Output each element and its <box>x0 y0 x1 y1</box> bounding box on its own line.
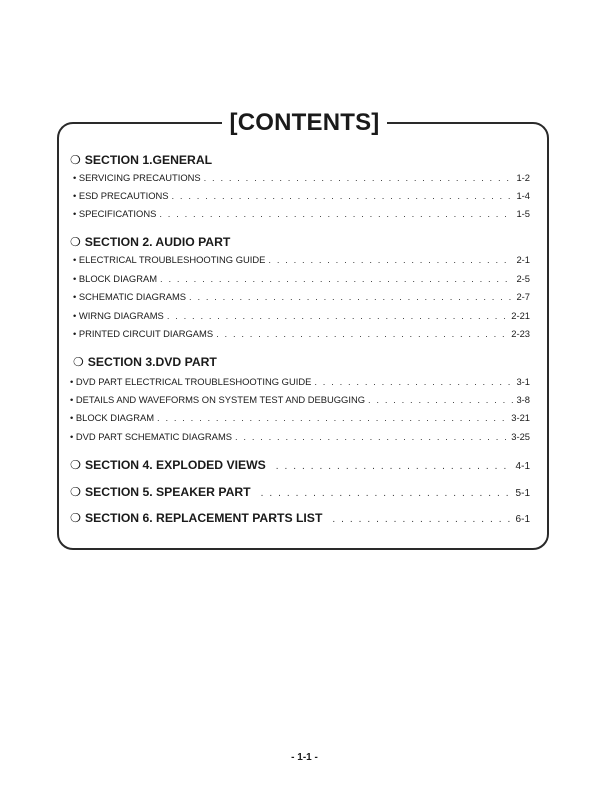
section-bullet-icon: ❍ <box>70 511 81 525</box>
section-5-entry[interactable]: ❍ SECTION 5. SPEAKER PART . . . 5-1 <box>70 484 530 500</box>
dot-leader <box>167 309 508 323</box>
section-1-heading[interactable]: ❍ SECTION 1.GENERAL <box>70 153 213 167</box>
dot-leader <box>261 486 512 502</box>
toc-entry[interactable]: • SPECIFICATIONS . . . 1-5 <box>73 207 530 221</box>
toc-entry[interactable]: • ESD PRECAUTIONS . . . 1-4 <box>73 189 530 203</box>
dot-leader <box>160 272 513 286</box>
dot-leader <box>332 512 511 528</box>
section-4-entry[interactable]: ❍ SECTION 4. EXPLODED VIEWS . . . 4-1 <box>70 457 530 473</box>
section-bullet-icon: ❍ <box>70 485 81 499</box>
toc-entry[interactable]: • SERVICING PRECAUTIONS . . . 1-2 <box>73 171 530 185</box>
dot-leader <box>159 207 513 221</box>
dot-leader <box>189 290 513 304</box>
toc-entry[interactable]: • SCHEMATIC DIAGRAMS . . . 2-7 <box>73 290 530 304</box>
toc-entry[interactable]: • DETAILS AND WAVEFORMS ON SYSTEM TEST AND DEBUGGING . . . 3-8 <box>70 393 530 407</box>
dot-leader <box>314 375 513 389</box>
toc-entry[interactable]: • DVD PART SCHEMATIC DIAGRAMS . . . 3-25 <box>70 430 530 444</box>
dot-leader <box>368 393 513 407</box>
dot-leader <box>276 459 512 475</box>
dot-leader <box>235 430 508 444</box>
contents-title: [CONTENTS] <box>222 109 388 136</box>
section-bullet-icon: ❍ <box>70 458 81 472</box>
section-2-heading[interactable]: ❍ SECTION 2. AUDIO PART <box>70 235 231 249</box>
section-bullet-icon: ❍ <box>70 153 81 167</box>
section-bullet-icon: ❍ <box>70 235 81 249</box>
section-6-entry[interactable]: ❍ SECTION 6. REPLACEMENT PARTS LIST . . . 6-1 <box>70 510 530 526</box>
dot-leader <box>157 411 508 425</box>
toc-entry[interactable]: • ELECTRICAL TROUBLESHOOTING GUIDE . . . 2-1 <box>73 253 530 267</box>
toc-entry[interactable]: • BLOCK DIAGRAM . . . 3-21 <box>70 411 530 425</box>
dot-leader <box>172 189 514 203</box>
dot-leader <box>204 171 514 185</box>
toc-entry[interactable]: • BLOCK DIAGRAM . . . 2-5 <box>73 272 530 286</box>
section-bullet-icon: ❍ <box>73 355 84 369</box>
section-3-heading[interactable]: ❍ SECTION 3.DVD PART <box>73 355 217 369</box>
page-title <box>0 106 609 140</box>
toc-entry[interactable]: • DVD PART ELECTRICAL TROUBLESHOOTING GUIDE . . . 3-1 <box>70 375 530 389</box>
dot-leader <box>216 327 508 341</box>
toc-entry[interactable]: • PRINTED CIRCUIT DIARGAMS . . . 2-23 <box>73 327 530 341</box>
toc-entry[interactable]: • WIRNG DIAGRAMS . . . 2-21 <box>73 309 530 323</box>
page-number: - 1-1 - <box>291 752 318 763</box>
dot-leader <box>268 253 513 267</box>
